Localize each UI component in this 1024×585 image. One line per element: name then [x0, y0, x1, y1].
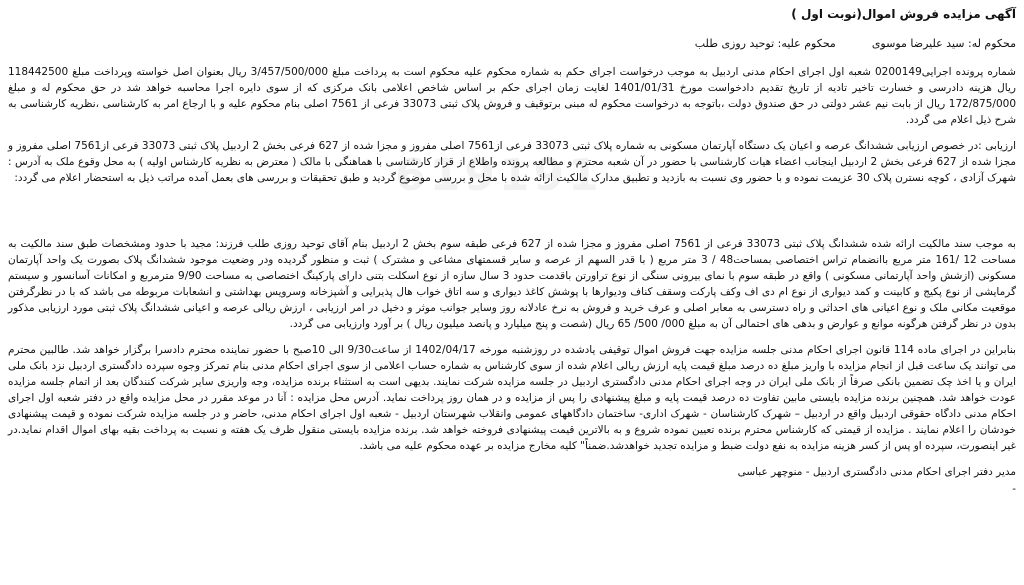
auction-notice: [8, 6, 1016, 581]
convicted-party: محکوم له: سید علیرضا موسوی: [871, 37, 1016, 50]
signature-block: [8, 464, 1016, 498]
appraisal-paragraph: ارزیابی :در خصوص ارزیابی ششدانگ عرصه و اعیان یک دستگاه آپارتمان مسکونی به شماره پلاک ثبتی 33073 فرعی از7561 اصلی مفروز و مجزا شده از 627 فرعی بخش 2 اردبیل پلاک ثبتی 33073 فرعی از7561 اصلی مفروز و مجزا شده از 627 فرعی بخش 2 اردبیل اینجانب اعضاء هیات کارشناسی با حضور در آن شعبه محترم و مطالعه پرونده واطلاع از قرار کارشناسی با هماهنگی با مالک ( معترض به نظریه کارشناس اولیه ) به محل وقوع ملک به آدرس : شهرک آزادی ، کوچه نسترن پلاک 30 عزیمت نموده و با حضور وی نسبت به بازدید و تطبیق مدارک مالکیت ارائه شده با محل و بررسی موضوع گردید و طبق تحقیقات و بررسی های بعمل آمده مراتب ذیل به استحضار اعلام می گردد:: [8, 140, 1017, 184]
notice-title: آگهی مزایده فروش اموال(نوبت اول ): [791, 7, 1016, 21]
watermark: 619191: [395, 150, 603, 201]
parties-line: [8, 36, 1016, 52]
signature-dash: -: [1012, 483, 1016, 495]
signature-office: مدیر دفتر اجرای احکام مدنی دادگستری اردبیل - منوچهر عباسی: [737, 466, 1016, 478]
blank-gap: [8, 196, 1016, 236]
property-description-paragraph: به موجب سند مالکیت ارائه شده ششدانگ پلاک ثبتی 33073 فرعی از 7561 اصلی مفروز و مجزا شده از 627 فرعی طبقه سوم بخش 2 اردبیل بنام آقای توحید روزی طلب فرزند: مجید با حدود ومشخصات طبق سند مالکیت به مساحت 12 /161 متر مربع باانضمام تراس اختصاصی بمساحت48 / 3 متر مربع ( با قدر السهم از عرصه و سایر قسمتهای مشاعی و مشترک ) ثبت و منظور گردیده ودر وضعیت موجود ششدانگ پلاک بصورت یک واحد آپارتمان مسکونی (ازشش واحد آپارتمانی مسکونی ) واقع در طبقه سوم با نمای بیرونی سنگی از نوع تراورتن باقدمت حدود 3 سال سازه از نوع اسکلت بتنی دارای پارکینگ اختصاصی به مساحت 9/90 مترمربع و امکانات آسانسور و سیستم گرمایشی از نوع پکیج و کابینت و کمد دیواری از نوع ام دی اف وکف پارکت وسقف کناف ودیوارها با پوشش کاغذ دیواری و سه اتاق خواب هال پذیرایی و آشپزخانه وسرویس بهداشتی و انشعابات مربوطه می باشد که با در نظرگرفتن موقعیت مکانی ملک و نوع اعیانی های احداثی و راه دسترسی به معابر اصلی و عرف خرید و فروش به نرخ عادلانه روز وسایر جوانب موثر و دخیل در امر ارزیابی ، ارزش ریالی عرصه و اعیانی ششدانگ پلاک ثبتی مورد ارزیابی مذکور بدون در نظر گرفتن هرگونه موانع و عوارض و بدهی های احتمالی آن به مبلغ 000/ 500/ 65 ریال (شصت و پنج میلیارد و پانصد میلیون ریال ) بر آورد وارزیابی می گردد.: [8, 238, 1017, 330]
auction-terms-paragraph: بنابراین در اجرای ماده 114 قانون اجرای احکام مدنی جلسه مزایده جهت فروش اموال توقیفی یادشده در روزشنبه مورخه 1402/04/17 از ساعت9/30 الی 10صبح با حضور نماینده محترم دادسرا برگزار خواهد شد. طالبین محترم می توانند یک ساعت قبل از انجام مزایده با واریز مبلغ ده درصد مبلغ قیمت پایه ارزش ریالی اعلام شده از سوی کارشناس به شماره حساب اعلامی از سوی اجرای احکام مدنی بنام تمرکز وجوه سپرده دادگستری اردبیل نزد بانک ملی ایران و یا اخذ چک تضمین بانکی صرفاً از بانک ملی ایران در وجه اجرای احکام مدنی دادگستری اردبیل در جلسه مزایده شرکت نمایند. بدیهی است به استثناء برنده مزایده، وجه واریزی سایر شرکت کنندگان بعد از اتمام جلسه مزایده عودت خواهد شد. همچنین برنده مزایده بایستی مابین تفاوت ده درصد قیمت پایه و مبلغ پیشنهادی را پس از مزایده و در همان روز پرداخت نماید. آدرس محل مزایده : آنا در موعد مقرر در محل مزایده واقع در دفتر شعبه اول اجرای احکام مدنی دادگاه حقوقی اردبیل واقع در اردبیل – شهرک کارشناسان - شهرک اداری- ساختمان دادگاههای عمومی وانقلاب شهرستان اردبیل - شعبه اول اجرای احکام مدنی، حاضر و در جلسه مزایده شرکت نموده و قیمت پیشنهادی خودشان را اعلام نمایند . مزایده از قیمتی که کارشناس محترم برنده تعیین نموده شروع و به بالاترین قیمت پیشنهادی فروخته خواهد شد. برنده مزایده بایستی منقول ظرف یک هفته و نسبت به پرداخت بقیه بهای اموال اقدام نماید.در غیر اینصورت، سپرده او پس از کسر هزینه مزایده به نفع دولت ضبط و مزایده تجدید خواهدشد.ضمناً" کلیه مخارج مزایده بر عهده محکوم علیه می باشد.: [8, 344, 1016, 452]
case-paragraph: شماره پرونده اجرایی0200149 شعبه اول اجرای احکام مدنی اردبیل به موجب درخواست اجرای حکم به شماره محکوم علیه محکوم است به پرداخت مبلغ 3/457/500/000 ریال بعنوان اصل خواسته وپرداخت مبلغ 118442500 ریال هزینه دادرسی و خسارت تاخیر تادیه از تاریخ تقدیم دادخواست مورخ 1401/01/31 لغایت زمان اجرای حکم بر اساس شاخص اعلامی بانک مرکزی که از سوی دایره اجرا محاسبه خواهد شد در حق محکوم له و مبلغ 172/875/000 ریال از بابت نیم عشر دولتی در حق صندوق دولت ،باتوجه به درخواست محکوم له مبنی برتوقیف و فروش پلاک ثبتی 33073 فرعی از 7561 اصلی بنام محکوم علیه و با ارجاع امر به کارشناسی ،نظریه کارشناسی به شرح ذیل اعلام می گردد.: [8, 66, 1016, 126]
defendant-party: محکوم علیه: توحید روزی طلب: [694, 37, 836, 50]
